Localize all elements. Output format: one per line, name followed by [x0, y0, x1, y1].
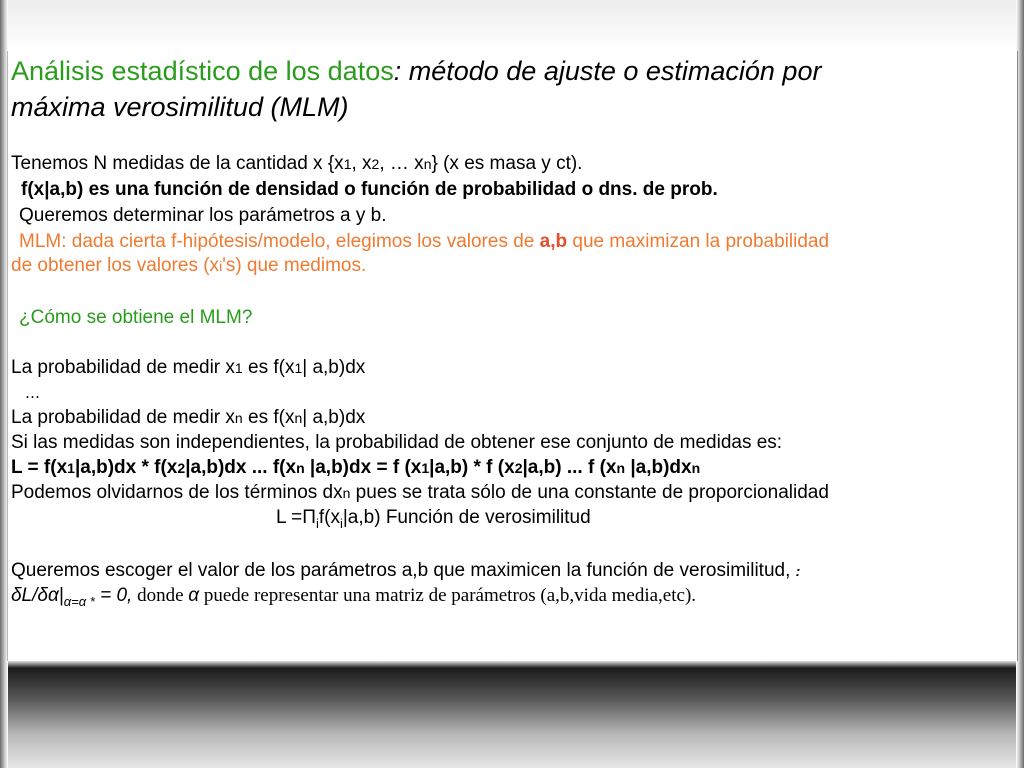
title-part-3: máxima verosimilitud (MLM): [11, 92, 349, 122]
independence-line: Si las medidas son independientes, la probabilidad de obtener ese conjunto de medidas es:: [11, 432, 783, 453]
slide-title: [11, 53, 991, 125]
intro-line-3: Queremos determinar los parámetros a y b.: [19, 205, 387, 226]
mlm-line-2: de obtener los valores (xi's) que medimos.: [11, 255, 367, 276]
ellipsis: …: [25, 384, 40, 402]
likelihood-definition: $L =\Pi_if(x_i|a,b)$ Función de verosimilitud: [276, 507, 591, 531]
derivative-condition: $\delta L/\delta\alpha|_{\alpha=\alpha *} = 0$, donde α puede representar una matriz de parámetros (a,b,vida media,etc).: [11, 585, 697, 609]
slide: [7, 51, 1018, 661]
intro-line-1: Tenemos N medidas de la cantidad x {x1, x2, … xn} (x es masa y ct).: [11, 153, 583, 174]
prob-line-1: La probabilidad de medir x1 es f(x1| a,b)dx: [11, 357, 366, 378]
intro-line-2: f(x|a,b) es una función de densidad o función de probabilidad o dns. de prob.: [21, 179, 718, 200]
question: ¿Cómo se obtiene el MLM?: [19, 307, 253, 328]
likelihood-formula: L = f(x1|a,b)dx * f(x2|a,b)dx ... f(xn |a,b)dx = f (x1|a,b) * f (x2|a,b) ... f (xn |a,b)dxn: [11, 457, 701, 478]
final-line-1: Queremos escoger el valor de los parámetros a,b que maximicen la función de verosimilitud, :: [11, 560, 801, 581]
proportionality-line: Podemos olvidarnos de los términos dxn pues se trata sólo de una constante de proporcionalidad: [11, 482, 829, 503]
title-part-2: : método de ajuste o estimación por: [393, 56, 822, 86]
prob-line-n: La probabilidad de medir xn es f(xn| a,b)dx: [11, 407, 366, 428]
mlm-line-1: MLM: dada cierta f-hipótesis/modelo, elegimos los valores de a,b que maximizan la probabilidad: [19, 231, 830, 252]
title-part-1: Análisis estadístico de los datos: [11, 56, 394, 86]
